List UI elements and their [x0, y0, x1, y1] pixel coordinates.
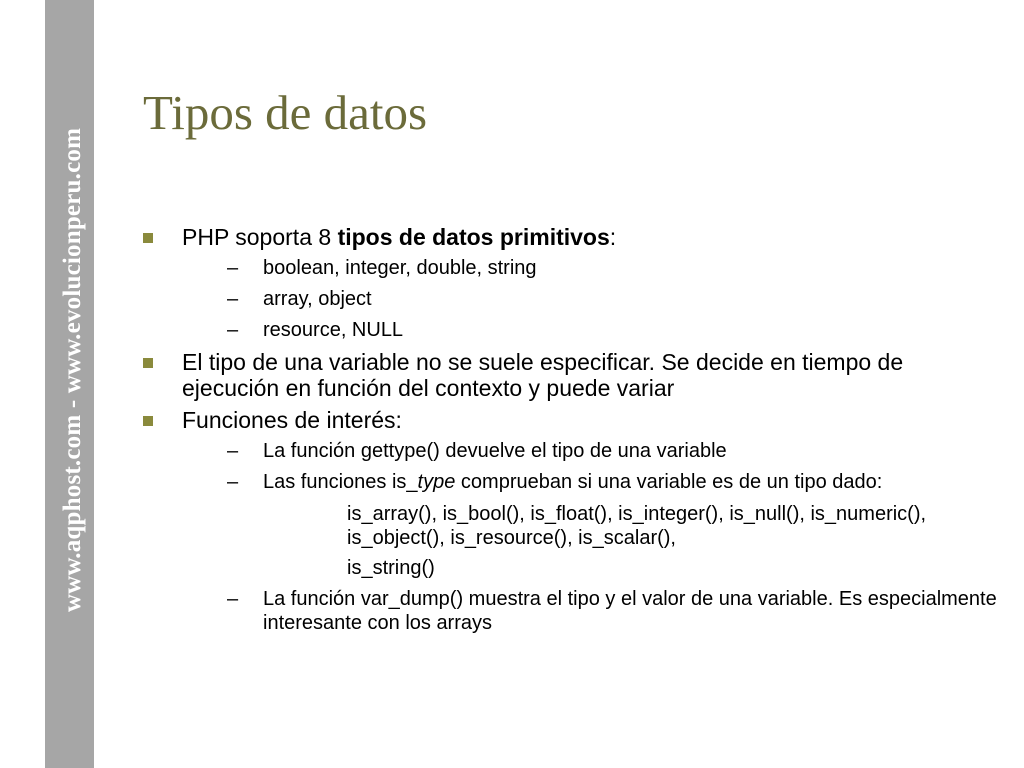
dash-bullet-icon: –	[227, 471, 239, 493]
subitem-text: array, object	[263, 288, 372, 310]
bullet-functions	[143, 407, 1003, 433]
bullet-text: Funciones de interés:	[182, 407, 402, 433]
slide-title: Tipos de datos	[143, 85, 428, 140]
dash-bullet-icon: –	[227, 588, 239, 610]
watermark-text: www.aqphost.com - www.evolucionperu.com	[59, 127, 86, 613]
subitem-text: La función gettype() devuelve el tipo de una variable	[263, 440, 727, 462]
bullet-variable-type	[143, 349, 1003, 401]
dash-bullet-icon: –	[227, 257, 239, 279]
dash-bullet-icon: –	[227, 288, 239, 310]
bullet-text-bold: tipos de datos primitivos	[337, 224, 610, 250]
bullet-php-types	[143, 224, 1003, 250]
subitem-text: boolean, integer, double, string	[263, 257, 537, 279]
square-bullet-icon	[143, 233, 153, 243]
subitem-is-type	[143, 470, 1003, 580]
subitem-text: La función var_dump() muestra el tipo y el valor de una variable. Es especialmente interesante con los arrays	[263, 588, 997, 634]
subitem-text-before: Las funciones is_	[263, 471, 418, 493]
subitem-text-italic: type	[417, 471, 456, 493]
dash-bullet-icon: –	[227, 440, 239, 462]
is-functions-list-end: is_string()	[347, 557, 435, 579]
is-functions-list: is_array(), is_bool(), is_float(), is_integer(), is_null(), is_numeric(), is_object(), is_resource(), is_scalar(),	[347, 503, 927, 549]
square-bullet-icon	[143, 358, 153, 368]
subitem-var-dump	[143, 587, 1003, 635]
subitem-text-after: comprueban si una variable es de un tipo dado:	[455, 471, 883, 493]
slide-content	[143, 224, 1003, 642]
bullet-text-after: :	[609, 224, 617, 250]
square-bullet-icon	[143, 416, 153, 426]
dash-bullet-icon: –	[227, 319, 239, 341]
subitem-text: resource, NULL	[263, 319, 404, 341]
bullet-text: El tipo de una variable no se suele especificar. Se decide en tiempo de ejecución en función del contexto y puede variar	[182, 349, 904, 401]
subitem-compound-types	[143, 287, 1003, 311]
subitem-special-types	[143, 318, 1003, 342]
bullet-text-before: PHP soporta 8	[182, 224, 338, 250]
subitem-gettype	[143, 439, 1003, 463]
subitem-scalar-types	[143, 256, 1003, 280]
